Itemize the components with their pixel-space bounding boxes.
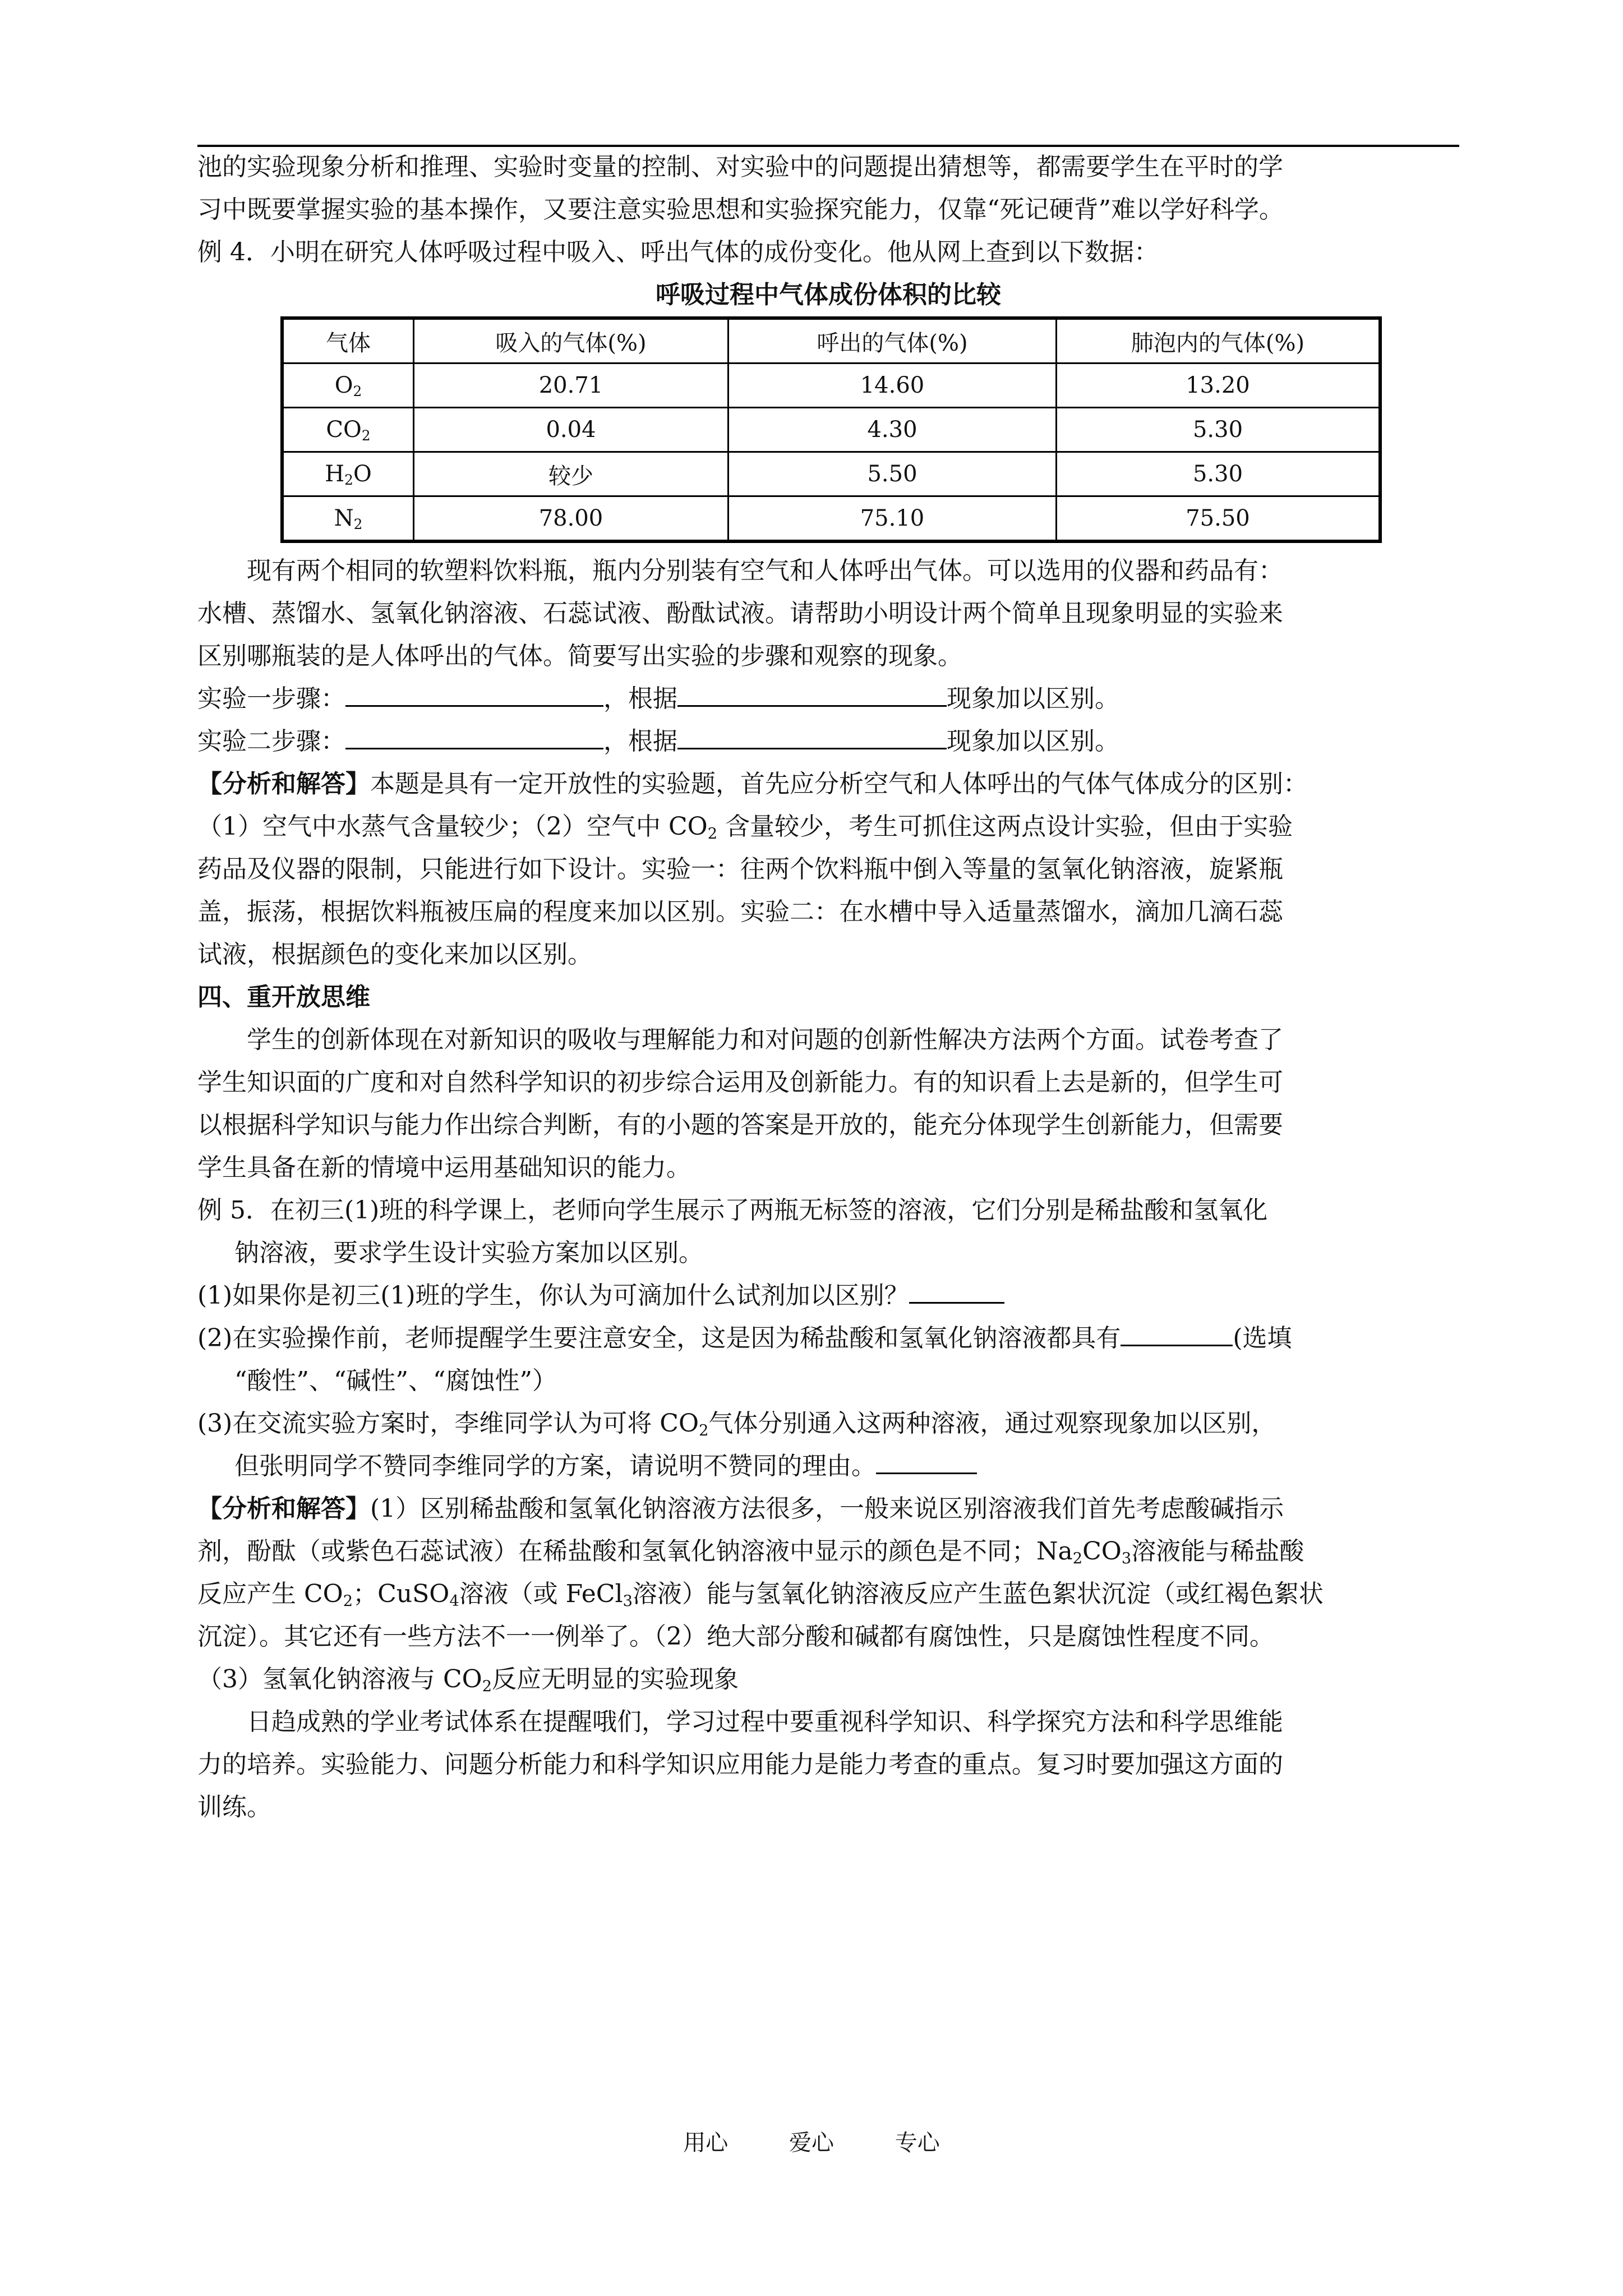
experiment-1-step-blank[interactable] [345, 683, 603, 707]
experiment-2-row: 实验二步骤： ，根据 现象加以区别。 [197, 720, 1459, 763]
example5-line-1: 例 5．在初三(1)班的科学课上，老师向学生展示了两瓶无标签的溶液，它们分别是稀盐酸和氢氧化 [197, 1196, 1268, 1225]
table-row [282, 364, 1380, 408]
header-cell: 肺泡内的气体(%) [1057, 318, 1381, 364]
experiment-2-step-blank[interactable] [345, 725, 603, 749]
exhaled-cell: 75.10 [728, 496, 1057, 542]
alveolar-cell: 13.20 [1057, 364, 1381, 408]
experiment-1-row: 实验一步骤： ，根据 现象加以区别。 [197, 678, 1459, 720]
answer4-line-5: 试液，根据颜色的变化来加以区别。 [197, 940, 592, 969]
gas-table [280, 316, 1382, 543]
table-row [282, 496, 1380, 542]
answer4-line-1: 【分析和解答】本题是具有一定开放性的实验题，首先应分析空气和人体呼出的气体气体成分的区别： [197, 770, 1308, 798]
section4-line-2: 学生知识面的广度和对自然科学知识的初步综合运用及创新能力。有的知识看上去是新的，但学生可 [197, 1068, 1283, 1097]
inhaled-cell: 较少 [414, 452, 728, 496]
footer-word: 专心 [895, 2130, 940, 2156]
closing-line-3: 训练。 [197, 1793, 271, 1821]
header-cell: 吸入的气体(%) [414, 318, 728, 364]
example4-para-3: 区别哪瓶装的是人体呼出的气体。简要写出实验的步骤和观察的现象。 [197, 642, 962, 670]
experiment-2-phenomenon-blank[interactable] [677, 725, 947, 749]
gas-cell: $O_2$ [282, 364, 414, 408]
question-2-options: “酸性”、“碱性”、“腐蚀性”） [234, 1366, 557, 1395]
question-3-cont: 但张明同学不赞同李维同学的方案，请说明不赞同的理由。 [197, 1445, 1459, 1488]
answer5-line-4: 沉淀）。其它还有一些方法不一一例举了。（2）绝大部分酸和碱都有腐蚀性，只是腐蚀性程度不同。 [197, 1622, 1274, 1651]
example4-para-2: 水槽、蒸馏水、氢氧化钠溶液、石蕊试液、酚酞试液。请帮助小明设计两个简单且现象明显的实验来 [197, 599, 1283, 628]
inhaled-cell: 0.04 [414, 408, 728, 452]
question-1-blank[interactable] [909, 1280, 1004, 1304]
experiment-1-label: 实验一步骤： [197, 684, 345, 713]
question-2: (2)在实验操作前，老师提醒学生要注意安全，这是因为稀盐酸和氢氧化钠溶液都具有 (选填 [197, 1317, 1459, 1360]
alveolar-cell: 75.50 [1057, 496, 1381, 542]
table-title: 呼吸过程中气体成份体积的比较 [656, 280, 1001, 309]
answer5-line-5: （3）氢氧化钠溶液与 $CO_2$反应无明显的实验现象 [197, 1665, 739, 1695]
question-2-blank[interactable] [1121, 1322, 1233, 1346]
section4-line-4: 学生具备在新的情境中运用基础知识的能力。 [197, 1153, 691, 1182]
example4-para-1: 现有两个相同的软塑料饮料瓶，瓶内分别装有空气和人体呼出气体。可以选用的仪器和药品有： [247, 556, 1283, 585]
answer-tag: 【分析和解答】 [197, 770, 370, 798]
closing-line-1: 日趋成熟的学业考试体系在提醒哦们，学习过程中要重视科学知识、科学探究方法和科学思维能 [247, 1708, 1283, 1736]
exhaled-cell: 5.50 [728, 452, 1057, 496]
intro-line-1: 池的实验现象分析和推理、实验时变量的控制、对实验中的问题提出猜想等，都需要学生在平时的学 [197, 153, 1283, 181]
answer4-line-4: 盖，振荡，根据饮料瓶被压扁的程度来加以区别。实验二：在水槽中导入适量蒸馏水，滴加几滴石蕊 [197, 898, 1283, 926]
answer4-line-3: 药品及仪器的限制，只能进行如下设计。实验一：往两个饮料瓶中倒入等量的氢氧化钠溶液，旋紧瓶 [197, 855, 1283, 884]
table-row [282, 452, 1380, 496]
question-3-blank[interactable] [876, 1450, 977, 1474]
header-cell: 呼出的气体(%) [728, 318, 1057, 364]
gas-cell: $H_2O$ [282, 452, 414, 496]
experiment-2-label: 实验二步骤： [197, 727, 345, 756]
inhaled-cell: 20.71 [414, 364, 728, 408]
inhaled-cell: 78.00 [414, 496, 728, 542]
question-1: (1)如果你是初三(1)班的学生，你认为可滴加什么试剂加以区别？ [197, 1274, 1459, 1317]
exhaled-cell: 4.30 [728, 408, 1057, 452]
section-heading: 四、重开放思维 [197, 983, 370, 1011]
table-header-row [282, 318, 1380, 364]
intro-line-2: 习中既要掌握实验的基本操作，又要注意实验思想和实验探究能力，仅靠“死记硬背”难以学好科学。 [197, 195, 1284, 224]
page-footer [0, 2125, 1623, 2157]
answer-tag: 【分析和解答】 [197, 1494, 370, 1523]
alveolar-cell: 5.30 [1057, 408, 1381, 452]
closing-line-2: 力的培养。实验能力、问题分析能力和科学知识应用能力是能力考查的重点。复习时要加强这方面的 [197, 1750, 1283, 1779]
answer5-line-3: 反应产生 $CO_2$；CuSO$_4$溶液（或 FeCl$_3$溶液）能与氢氧化钠溶液反应产生蓝色絮状沉淀（或红褐色絮状 [197, 1580, 1324, 1610]
example5-line-2: 钠溶液，要求学生设计实验方案加以区别。 [234, 1239, 703, 1267]
footer-word: 爱心 [789, 2130, 834, 2156]
gas-cell: $CO_2$ [282, 408, 414, 452]
experiment-1-phenomenon-blank[interactable] [677, 683, 947, 707]
table-row [282, 408, 1380, 452]
footer-word: 用心 [683, 2130, 728, 2156]
section4-line-1: 学生的创新体现在对新知识的吸收与理解能力和对问题的创新性解决方法两个方面。试卷考查了 [247, 1025, 1283, 1054]
question-3: (3)在交流实验方案时，李维同学认为可将 $CO_2$气体分别通入这两种溶液，通过观察现象加以区别， [197, 1409, 1276, 1439]
answer4-line-2: （1）空气中水蒸气含量较少；（2）空气中 $CO_2$ 含量较少，考生可抓住这两点设计实验，但由于实验 [197, 812, 1293, 843]
header-cell: 气体 [282, 318, 414, 364]
answer5-line-1: 【分析和解答】(1）区别稀盐酸和氢氧化钠溶液方法很多，一般来说区别溶液我们首先考虑酸碱指示 [197, 1494, 1284, 1523]
section4-line-3: 以根据科学知识与能力作出综合判断，有的小题的答案是开放的，能充分体现学生创新能力，但需要 [197, 1111, 1283, 1139]
document-page [197, 140, 1459, 1829]
alveolar-cell: 5.30 [1057, 452, 1381, 496]
exhaled-cell: 14.60 [728, 364, 1057, 408]
example4-intro: 例 4．小明在研究人体呼吸过程中吸入、呼出气体的成份变化。他从网上查到以下数据： [197, 238, 1159, 266]
answer5-line-2: 剂，酚酞（或紫色石蕊试液）在稀盐酸和氢氧化钠溶液中显示的颜色是不同；$Na_2CO_3$溶液能与稀盐酸 [197, 1537, 1304, 1567]
gas-cell: $N_2$ [282, 496, 414, 542]
